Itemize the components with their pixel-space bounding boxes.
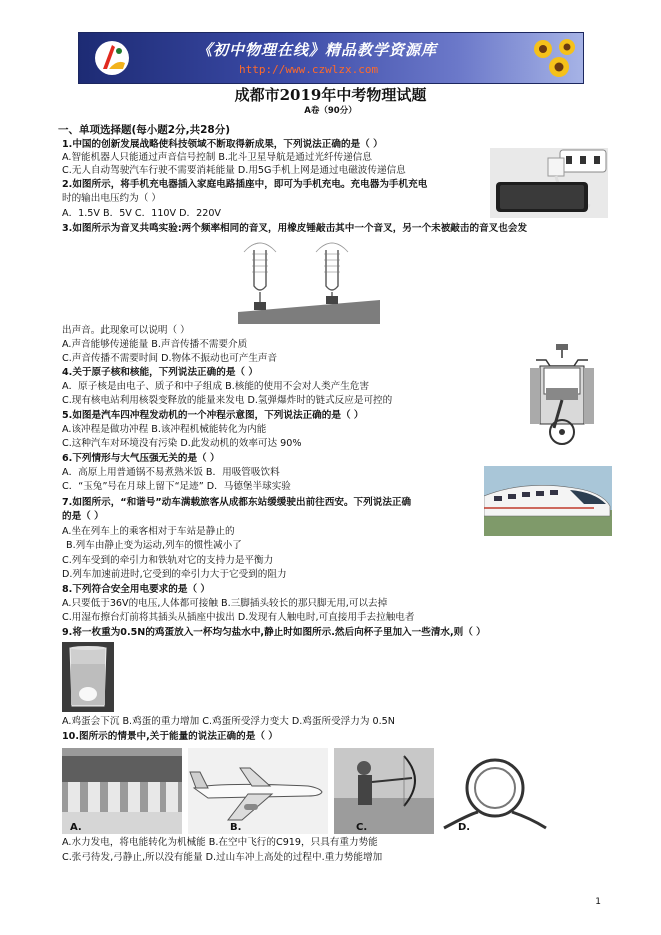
q10-options-ab: A.水力发电，将电能转化为机械能 B.在空中飞行的C919，只具有重力势能: [62, 837, 378, 848]
document-title: 成都市2019年中考物理试题: [234, 86, 427, 104]
roller-coaster-figure: [440, 748, 550, 834]
question-5: 5.如图是汽车四冲程发动机的一个冲程示意图，下列说法正确的是（ ）: [62, 410, 364, 421]
banner-url[interactable]: http://www.czwlzx.com: [239, 63, 379, 76]
question-10: 10.图所示的情景中,关于能量的说法正确的是（ ）: [62, 731, 278, 742]
egg-in-cup-figure: [62, 642, 114, 712]
q7-option-d: D.列车加速前进时,它受到的牵引力大于它受到的阻力: [62, 569, 287, 580]
q1-options-cd: C.无人自动驾驶汽车行驶不需要消耗能量 D.用5G手机上网是通过电磁波传递信息: [62, 165, 406, 176]
question-1: 1.中国的创新发展战略使科技领域不断取得新成果，下列说法正确的是（ ）: [62, 139, 383, 150]
question-6: 6.下列情形与大气压强无关的是（ ）: [62, 453, 220, 464]
q1-options-ab: A.智能机器人只能通过声音信号控制 B.北斗卫星导航是通过光纤传递信息: [62, 152, 372, 163]
figure-label-a: A.: [70, 822, 82, 833]
question-3-cont: 出声音。此现象可以说明（ ）: [62, 325, 190, 336]
page-number: 1: [595, 897, 601, 907]
q7-option-b: B.列车由静止变为运动,列车的惯性减小了: [66, 540, 242, 551]
q7-option-a: A.坐在列车上的乘客相对于车站是静止的: [62, 526, 235, 537]
tuning-fork-figure: [238, 238, 380, 324]
section-heading: 一、单项选择题(每小题2分,共28分): [58, 124, 231, 136]
q5-options-ab: A.该冲程是做功冲程 B.该冲程机械能转化为内能: [62, 424, 267, 435]
train-figure: [484, 466, 612, 536]
question-3: 3.如图所示为音叉共鸣实验:两个频率相同的音叉，用橡皮锤敲击其中一个音叉，另一个未被敲击的音叉也会发: [62, 223, 528, 234]
q8-options-ab: A.只要低于36V的电压,人体都可接触 B.三脚插头较长的那只脚无用,可以去掉: [62, 598, 388, 609]
q4-options-ab: A．原子核是由电子、质子和中子组成 B.核能的使用不会对人类产生危害: [62, 381, 370, 392]
document-subtitle: A卷（90分）: [304, 106, 357, 116]
q5-options-cd: C.这种汽车对环境没有污染 D.此发动机的效率可达 90%: [62, 438, 302, 449]
archer-figure: [334, 748, 434, 834]
q10-options-cd: C.张弓待发,弓静止,所以没有能量 D.过山车冲上高处的过程中.重力势能增加: [62, 852, 383, 863]
question-2: 2.如图所示，将手机充电器插入家庭电路插座中，即可为手机充电。充电器为手机充电: [62, 179, 428, 190]
question-8: 8.下列符合安全用电要求的是（ ）: [62, 584, 210, 595]
q9-options: A.鸡蛋会下沉 B.鸡蛋的重力增加 C.鸡蛋所受浮力变大 D.鸡蛋所受浮力为 0.5N: [62, 716, 395, 727]
question-4: 4.关于原子核和核能，下列说法正确的是（ ）: [62, 367, 258, 378]
q6-options-cd: C．“玉兔”号在月球上留下“足迹” D．马德堡半球实验: [62, 481, 291, 492]
question-7-cont: 的是（ ）: [62, 511, 104, 522]
figure-label-b: B.: [230, 822, 242, 833]
q6-options-ab: A．高原上用普通锅不易煮熟米饭 B．用吸管吸饮料: [62, 467, 280, 478]
logo-icon: [93, 39, 131, 77]
q7-option-c: C.列车受到的牵引力和铁轨对它的支持力是平衡力: [62, 555, 274, 566]
figure-label-d: D.: [458, 822, 471, 833]
question-7: 7.如图所示，“和谐号”动车满载旅客从成都东站缓缓驶出前往西安。下列说法正确: [62, 497, 412, 508]
q3-options-cd: C.声音传播不需要时间 D.物体不振动也可产生声音: [62, 353, 278, 364]
sunflower-icon: [529, 35, 581, 81]
c919-airplane-figure: [188, 748, 328, 834]
figure-label-c: C.: [356, 822, 368, 833]
q3-options-ab: A.声音能够传递能量 B.声音传播不需要介质: [62, 339, 248, 350]
question-9: 9.将一枚重为0.5N的鸡蛋放入一杯均匀盐水中,静止时如图所示.然后向杯子里加入一些清水,则（ ）: [62, 627, 486, 638]
phone-charger-figure: [490, 148, 608, 218]
q8-options-cd: C.用湿布擦台灯前将其插头从插座中拔出 D.发现有人触电时,可直接用手去拉触电者: [62, 612, 415, 623]
header-banner: [78, 32, 584, 84]
q2-options: A．1.5V B．5V C．110V D．220V: [62, 208, 221, 219]
question-2-cont: 时的输出电压约为（ ）: [62, 193, 161, 204]
engine-stroke-figure: [522, 344, 602, 450]
banner-title: 《初中物理在线》精品教学资源库: [197, 41, 438, 59]
q4-options-cd: C.现有核电站利用核裂变释放的能量来发电 D.氢弹爆炸时的链式反应是可控的: [62, 395, 393, 406]
